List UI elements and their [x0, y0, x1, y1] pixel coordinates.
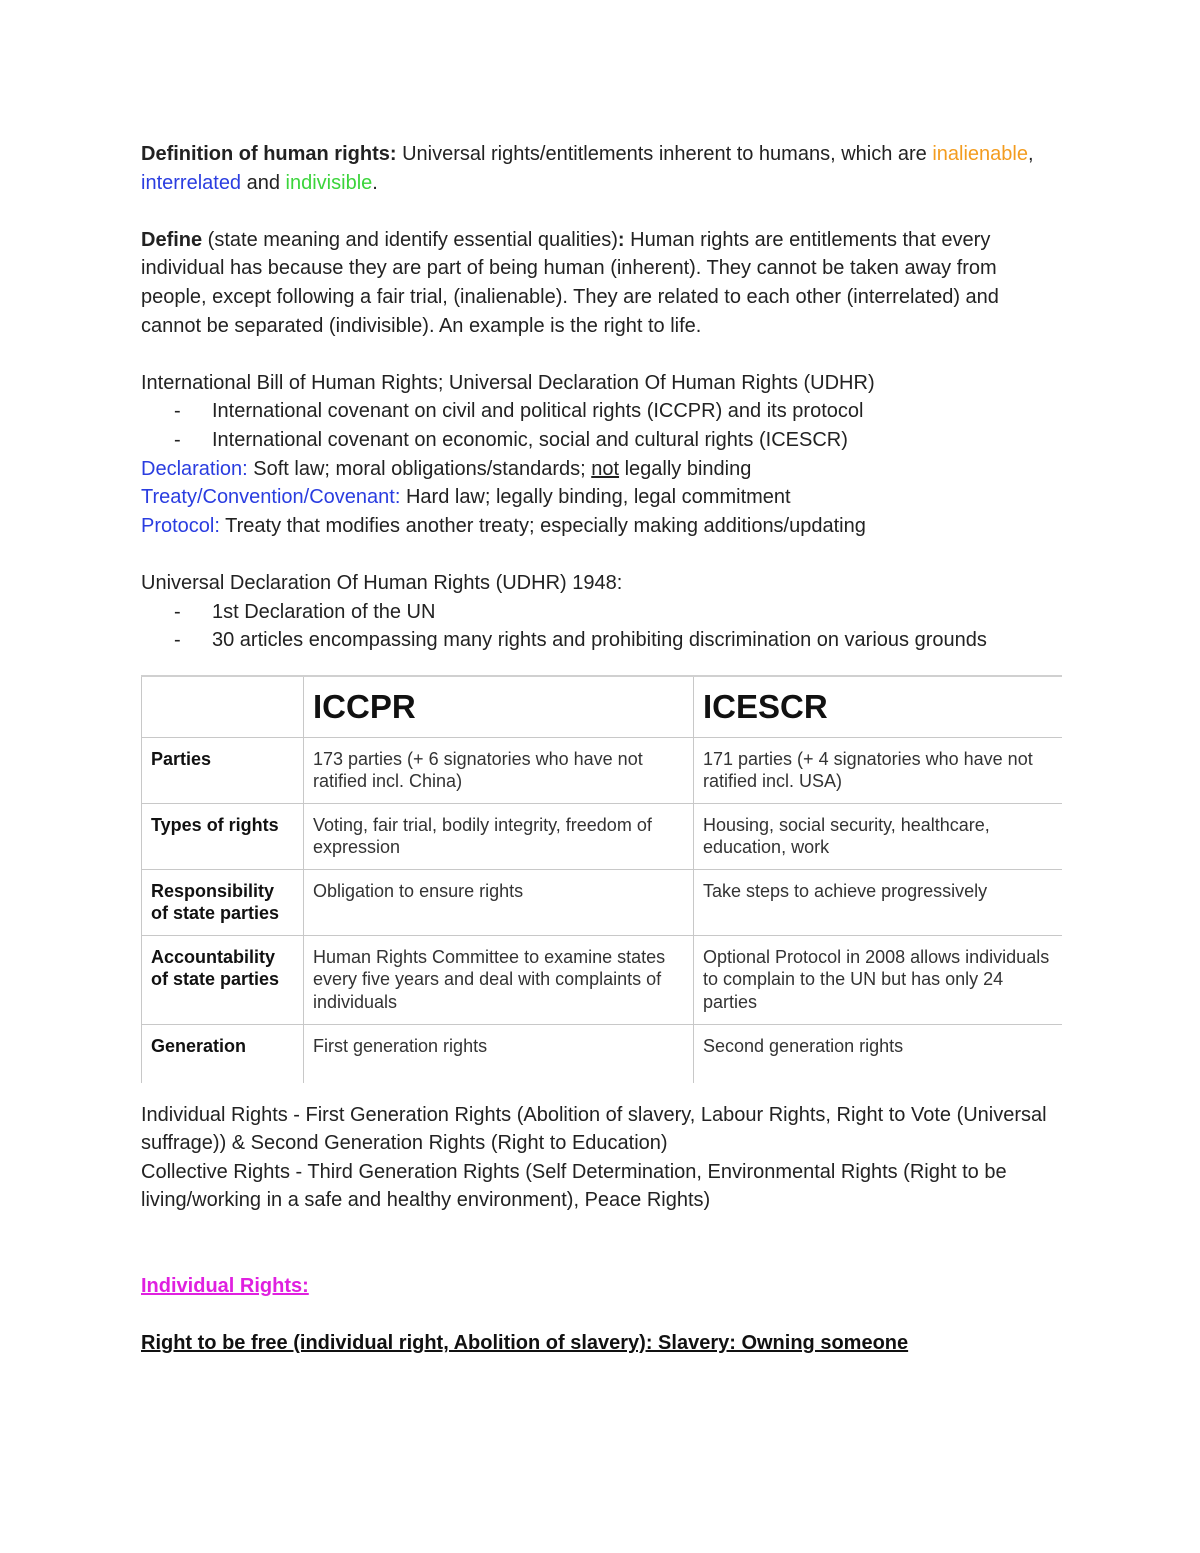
table-cell: 171 parties (+ 4 signatories who have not ratified incl. USA) [694, 737, 1062, 803]
table-header-cell [142, 676, 304, 738]
protocol-line [141, 512, 1061, 541]
table-header-row [142, 676, 1062, 738]
define-paren: (state meaning and identify essential qualities) [202, 228, 618, 251]
declaration-not: not [591, 457, 620, 480]
list-item-text: 1st Declaration of the UN [212, 600, 436, 623]
declaration-line [141, 455, 1061, 484]
bill-title: International Bill of Human Rights; Universal Declaration Of Human Rights (UDHR) [141, 371, 875, 394]
declaration-label: Declaration: [141, 457, 248, 480]
udhr-list [141, 598, 1061, 655]
treaty-line [141, 483, 1061, 512]
separator: and [241, 171, 286, 194]
comparison-table [141, 675, 1062, 1083]
table-cell: Human Rights Committee to examine states every five years and deal with complaints of individuals [304, 935, 694, 1024]
define-text: Human rights are entitlements that every individual has because they are part of being human (inherent). They cannot be taken away from people, except following a fair trial, (inalienable). They are related to each other (interrelated) and cannot be separated (indivisible). An example is the right to life. [141, 228, 999, 337]
list-item [141, 626, 1061, 655]
list-item-text: International covenant on economic, social and cultural rights (ICESCR) [212, 428, 848, 451]
separator: . [372, 171, 378, 194]
table-row [142, 869, 1062, 935]
dash-bullet: - [174, 629, 181, 652]
row-label: Generation [142, 1024, 304, 1083]
table-cell: Optional Protocol in 2008 allows individuals to complain to the UN but has only 24 parties [694, 935, 1062, 1024]
table-row [142, 1024, 1062, 1083]
table-cell: Housing, social security, healthcare, education, work [694, 803, 1062, 869]
protocol-label: Protocol: [141, 514, 220, 537]
table-header-cell [694, 676, 1062, 738]
list-item [141, 397, 1061, 426]
define-label: Define [141, 228, 203, 251]
comparison-table-wrap [141, 675, 1061, 1083]
list-item [141, 598, 1061, 627]
header-iccpr: ICCPR [313, 687, 416, 725]
declaration-text: Soft law; moral obligations/standards; [247, 457, 592, 480]
individual-rights-paragraph: Individual Rights - First Generation Rights (Abolition of slavery, Labour Rights, Right to Vote (Universal suffrage)) & Second Generation Rights (Right to Education) [141, 1103, 1047, 1155]
dash-bullet: - [174, 600, 181, 623]
definition-paragraph [141, 140, 1061, 197]
row-label: Types of rights [142, 803, 304, 869]
udhr-title: Universal Declaration Of Human Rights (UDHR) 1948: [141, 571, 623, 594]
document-body [141, 140, 1061, 1358]
term-interrelated: interrelated [141, 171, 242, 194]
separator: , [1027, 143, 1034, 165]
definition-text: Universal rights/entitlements inherent to humans, which are [396, 143, 933, 165]
treaty-label: Treaty/Convention/Covenant: [141, 486, 401, 509]
define-colon: : [617, 228, 625, 251]
table-cell: Second generation rights [694, 1024, 1062, 1083]
table-row [142, 737, 1062, 803]
table-cell: Voting, fair trial, bodily integrity, freedom of expression [304, 803, 694, 869]
row-label: Accountability of state parties [142, 935, 304, 1024]
declaration-text: legally binding [619, 457, 752, 480]
table-row [142, 935, 1062, 1024]
protocol-text: Treaty that modifies another treaty; especially making additions/updating [219, 514, 866, 537]
table-cell: Obligation to ensure rights [304, 869, 694, 935]
table-header-cell [304, 676, 694, 738]
header-icescr: ICESCR [703, 687, 828, 725]
bill-list [141, 397, 1061, 454]
row-label: Parties [142, 737, 304, 803]
collective-rights-paragraph: Collective Rights - Third Generation Rights (Self Determination, Environmental Rights (Right to be living/working in a safe and healthy environment), Peace Rights) [141, 1160, 1007, 1212]
subheading: Right to be free (individual right, Abolition of slavery): Slavery: Owning someone [141, 1332, 909, 1355]
term-inalienable: inalienable [932, 143, 1028, 165]
definition-label: Definition of human rights: [141, 143, 397, 165]
row-label: Responsibility of state parties [142, 869, 304, 935]
dash-bullet: - [174, 400, 181, 423]
list-item-text: 30 articles encompassing many rights and prohibiting discrimination on various grounds [212, 629, 987, 652]
list-item-text: International covenant on civil and political rights (ICCPR) and its protocol [212, 400, 864, 423]
table-cell: Take steps to achieve progressively [694, 869, 1062, 935]
list-item [141, 426, 1061, 455]
dash-bullet: - [174, 428, 181, 451]
table-cell: 173 parties (+ 6 signatories who have not ratified incl. China) [304, 737, 694, 803]
section-heading: Individual Rights: [141, 1275, 309, 1298]
table-row [142, 803, 1062, 869]
term-indivisible: indivisible [285, 171, 373, 194]
define-paragraph [141, 226, 1061, 340]
table-cell: First generation rights [304, 1024, 694, 1083]
treaty-text: Hard law; legally binding, legal commitment [400, 486, 791, 509]
